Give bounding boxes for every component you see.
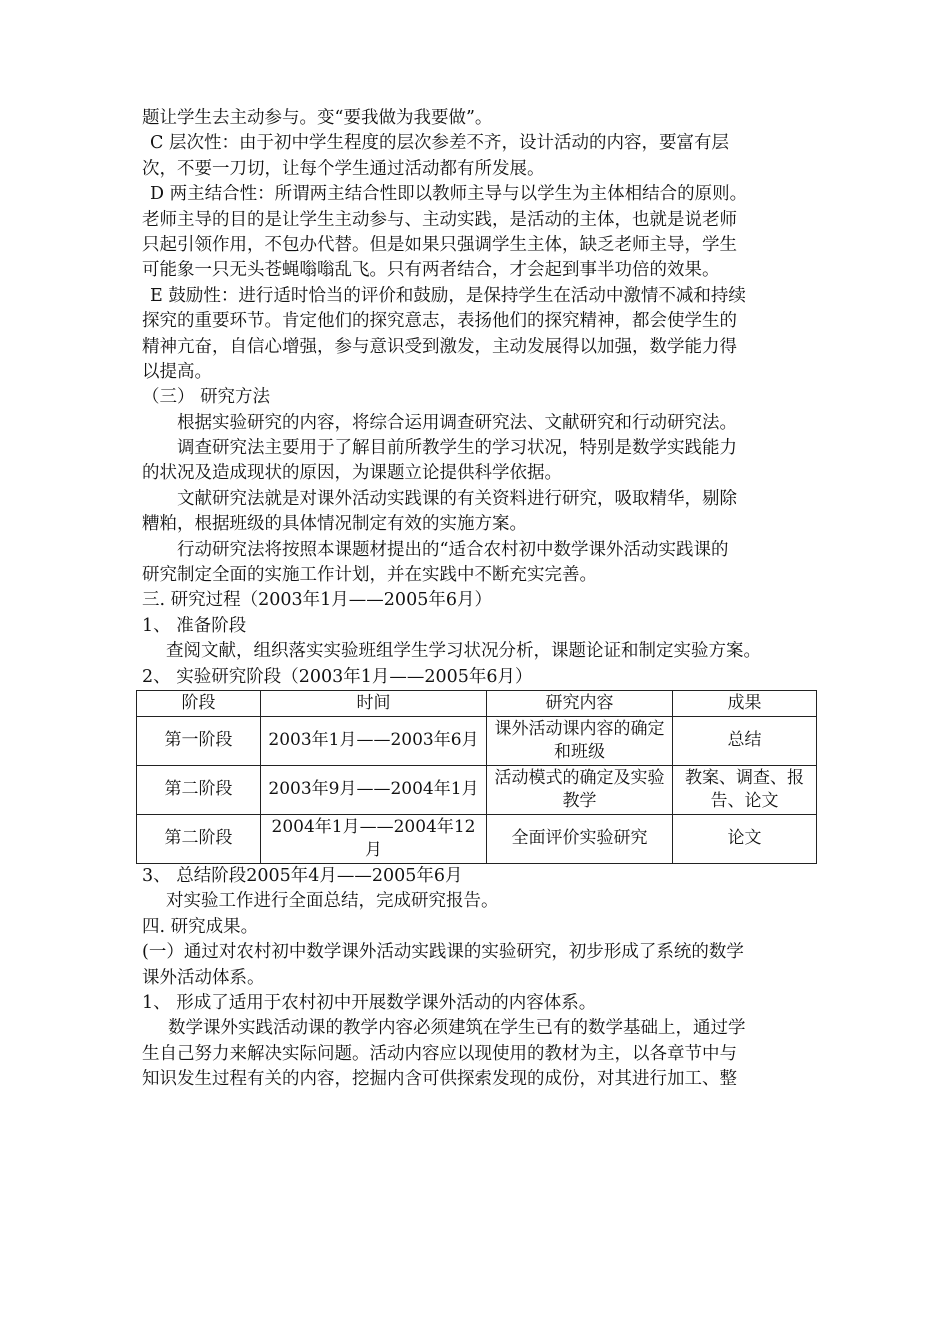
paragraph-line: 题让学生去主动参与。变“要我做为我要做”。 <box>142 108 493 128</box>
paragraph-line: 以提高。 <box>142 361 212 382</box>
table-cell: 总结 <box>673 716 817 765</box>
research-stage-table <box>136 690 817 864</box>
table-row <box>137 716 817 765</box>
paragraph-line: 的状况及造成现状的原因，为课题立论提供科学依据。 <box>142 463 562 484</box>
subheading-summary-stage: 3、 总结阶段2005年4月——2005年6月 <box>142 865 463 886</box>
paragraph-line: 生自己努力来解决实际问题。活动内容应以现使用的教材为主，以各章节中与 <box>142 1043 737 1064</box>
table-cell: 第一阶段 <box>137 716 261 765</box>
table-header-cell: 时间 <box>261 690 487 716</box>
table-cell: 课外活动课内容的确定和班级 <box>487 716 673 765</box>
table-row <box>137 814 817 863</box>
paragraph-line: 次，不要一刀切，让每个学生通过活动都有所发展。 <box>142 158 545 179</box>
table-header-cell: 成果 <box>673 690 817 716</box>
table-cell: 2003年9月——2004年1月 <box>261 765 487 814</box>
paragraph-line: 根据实验研究的内容，将综合运用调查研究法、文献研究和行动研究法。 <box>177 412 737 433</box>
paragraph-line: 知识发生过程有关的内容，挖掘内含可供探索发现的成份，对其进行加工、整 <box>142 1069 737 1090</box>
section-heading-process: 三. 研究过程（2003年1月——2005年6月） <box>142 590 492 611</box>
section-heading-methods: （三） 研究方法 <box>142 387 271 408</box>
table-header-cell: 阶段 <box>137 690 261 716</box>
paragraph-line: 查阅文献，组织落实实验班组学生学习状况分析，课题论证和制定实验方案。 <box>166 641 761 662</box>
table-cell: 论文 <box>673 814 817 863</box>
paragraph-line: 探究的重要环节。肯定他们的探究意志，表扬他们的探究精神，都会使学生的 <box>142 311 737 332</box>
paragraph-line: 对实验工作进行全面总结，完成研究报告。 <box>166 891 499 912</box>
paragraph-line: 可能象一只无头苍蝇嗡嗡乱飞。只有两者结合，才会起到事半功倍的效果。 <box>142 260 720 281</box>
principle-d: D 两主结合性：所谓两主结合性即以教师主导与以学生为主体相结合的原则。 <box>150 184 748 205</box>
section-heading-results: 四. 研究成果。 <box>142 916 259 937</box>
table-cell: 第二阶段 <box>137 814 261 863</box>
paragraph-line: (一）通过对农村初中数学课外活动实践课的实验研究，初步形成了系统的数学 <box>142 942 744 963</box>
principle-c: C 层次性：由于初中学生程度的层次参差不齐，设计活动的内容，要富有层 <box>150 133 729 154</box>
subheading-research-stage: 2、 实验研究阶段（2003年1月——2005年6月） <box>142 666 533 687</box>
subheading-content-system: 1、 形成了适用于农村初中开展数学课外活动的内容体系。 <box>142 992 597 1013</box>
paragraph-line: 课外活动体系。 <box>142 967 265 988</box>
table-cell: 第二阶段 <box>137 765 261 814</box>
paragraph-line: 文献研究法就是对课外活动实践课的有关资料进行研究，吸取精华，剔除 <box>177 488 737 509</box>
paragraph-line: 行动研究法将按照本课题材提出的“适合农村初中数学课外活动实践课的 <box>177 539 729 560</box>
subheading-prep-stage: 1、 准备阶段 <box>142 615 247 636</box>
table-cell: 教案、调查、报告、论文 <box>673 765 817 814</box>
paragraph-line: 精神亢奋，自信心增强，参与意识受到激发，主动发展得以加强，数学能力得 <box>142 336 737 357</box>
table-row <box>137 765 817 814</box>
table-cell: 2003年1月——2003年6月 <box>261 716 487 765</box>
table-cell: 活动模式的确定及实验教学 <box>487 765 673 814</box>
table-header-cell: 研究内容 <box>487 690 673 716</box>
paragraph-line: 数学课外实践活动课的教学内容必须建筑在学生已有的数学基础上，通过学 <box>168 1018 746 1039</box>
table-header-row <box>137 690 817 716</box>
paragraph-line: 老师主导的目的是让学生主动参与、主动实践，是活动的主体，也就是说老师 <box>142 209 737 230</box>
table-cell: 全面评价实验研究 <box>487 814 673 863</box>
document-page <box>142 106 814 1093</box>
principle-e: E 鼓励性：进行适时恰当的评价和鼓励，是保持学生在活动中激情不减和持续 <box>150 285 746 306</box>
paragraph-line: 调查研究法主要用于了解目前所教学生的学习状况，特别是数学实践能力 <box>177 438 737 459</box>
paragraph-line: 研究制定全面的实施工作计划，并在实践中不断充实完善。 <box>142 565 597 586</box>
paragraph-line: 糟粕，根据班级的具体情况制定有效的实施方案。 <box>142 514 527 535</box>
paragraph-line: 只起引领作用，不包办代替。但是如果只强调学生主体，缺乏老师主导，学生 <box>142 234 737 255</box>
table-cell: 2004年1月——2004年12月 <box>261 814 487 863</box>
